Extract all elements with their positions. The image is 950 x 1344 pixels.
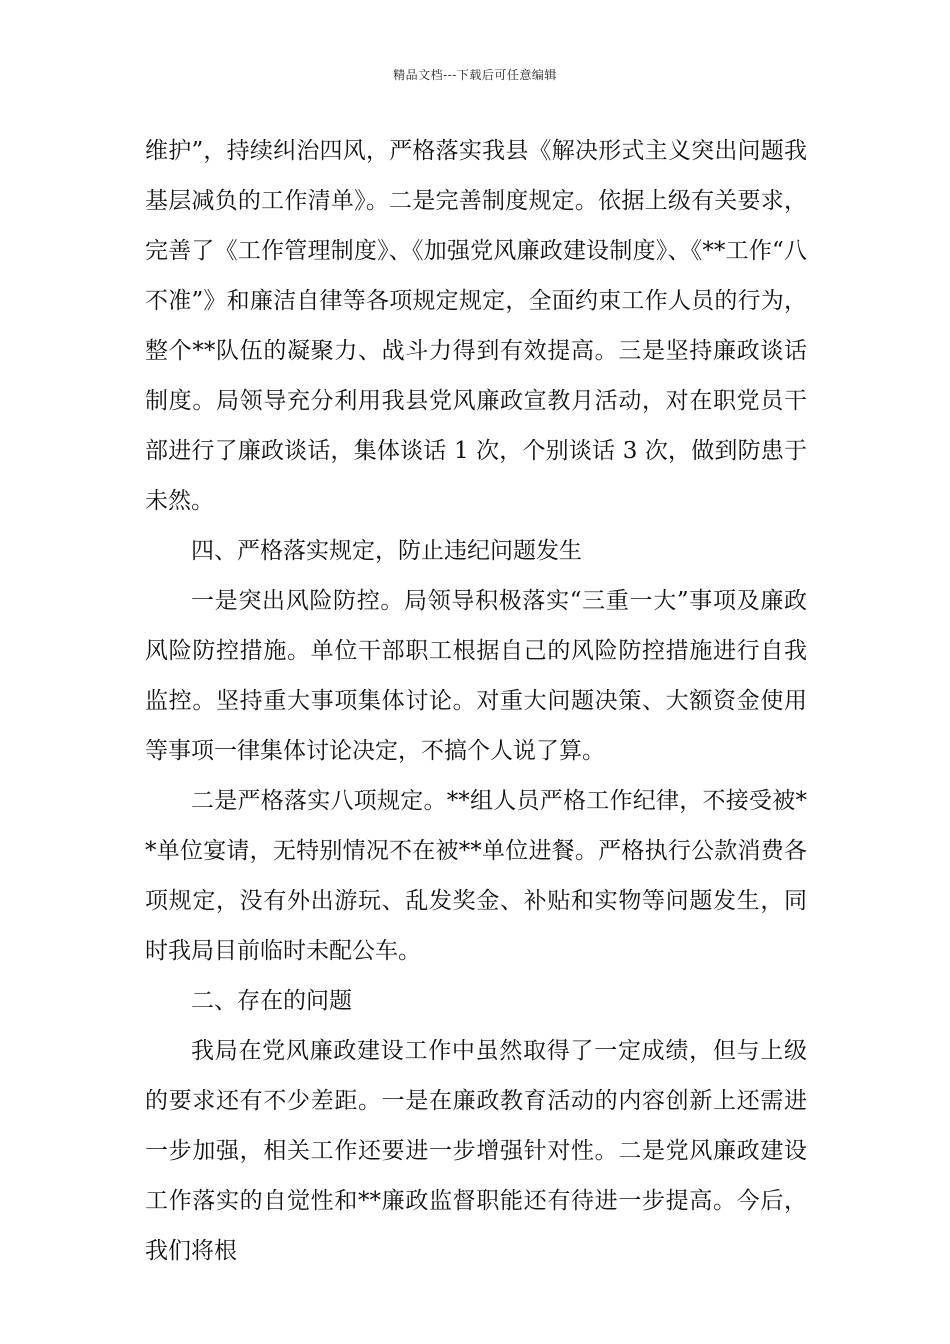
paragraph-problems: 我局在党风廉政建设工作中虽然取得了一定成绩，但与上级的要求还有不少差距。一是在廉政教育活动的内容创新上还需进一步加强，相关工作还要进一步增强针对性。二是党风廉政建设工作落实的自觉性和**廉政监督职能还有待进一步提高。今后，我们将根 — [145, 1038, 807, 1264]
document-body — [145, 126, 807, 1276]
page-header: 精品文档---下载后可任意编辑 — [393, 68, 557, 82]
section-heading-four: 四、严格落实规定，防止违纪问题发生 — [191, 538, 582, 564]
paragraph-continued: 维护”，持续纠治四风，严格落实我县《解决形式主义突出问题我基层减负的工作清单》。二是完善制度规定。依据上级有关要求，完善了《工作管理制度》、《加强党风廉政建设制度》、《**工作“八不准”》和廉洁自律等各项规定规定，全面约束工作人员的行为，整个**队伍的凝聚力、战斗力得到有效提高。三是坚持廉政谈话制度。局领导充分利用我县党风廉政宣教月活动，对在职党员干部进行了廉政谈话，集体谈话 1 次，个别谈话 3 次，做到防患于未然。 — [145, 138, 807, 514]
section-heading-problems: 二、存在的问题 — [191, 988, 352, 1014]
paragraph-eight-rules: 二是严格落实八项规定。**组人员严格工作纪律，不接受被**单位宴请，无特别情况不在被**单位进餐。严格执行公款消费各项规定，没有外出游玩、乱发奖金、补贴和实物等问题发生，同时我局目前临时未配公车。 — [145, 788, 807, 964]
paragraph-risk-control: 一是突出风险防控。局领导积极落实“三重一大”事项及廉政风险防控措施。单位干部职工根据自己的风险防控措施进行自我监控。坚持重大事项集体讨论。对重大问题决策、大额资金使用等事项一律集体讨论决定，不搞个人说了算。 — [145, 588, 807, 764]
